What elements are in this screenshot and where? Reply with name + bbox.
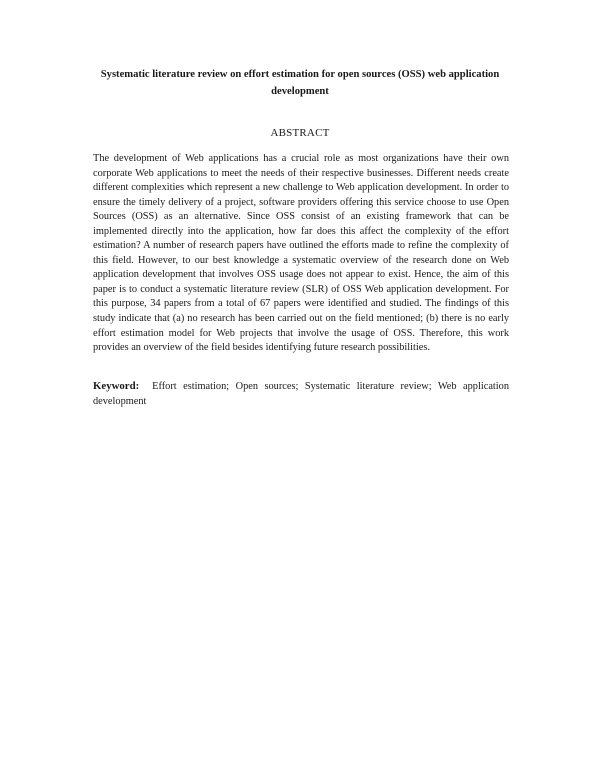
abstract-body: The development of Web applications has a crucial role as most organizations have their own corporate Web applications to meet the needs of their respective businesses. Different needs create different complexities which represent a new challenge to Web application development. In order to ensure the timely delivery of a project, software providers offering this service choose to use Open Sources (OSS) as an alternative. Since OSS consist of an existing framework that can be implemented directly into the application, how far does this affect the complexity of the effort estimation? A number of research papers have outlined the efforts made to refine the complexity of this field. However, to our best knowledge a systematic overview of the research done on Web application development that involves OSS usage does not appear to exist. Hence, the aim of this paper is to conduct a systematic literature review (SLR) of OSS Web application development. For this purpose, 34 papers from a total of 67 papers were identified and studied. The findings of this study indicate that (a) no research has been carried out on the field mentioned; (b) there is no early effort estimation model for Web projects that involve the usage of OSS. Therefore, this work provides an overview of the field besides identifying future research possibilities.	[93, 153, 509, 354]
keywords-paragraph	[93, 379, 509, 409]
keywords-text: Effort estimation; Open sources; Systematic literature review; Web application development	[93, 381, 509, 407]
abstract-heading: ABSTRACT	[270, 127, 330, 139]
keywords-label: Keyword:	[93, 380, 140, 392]
paper-title: Systematic literature review on effort estimation for open sources (OSS) web application development	[100, 69, 500, 97]
